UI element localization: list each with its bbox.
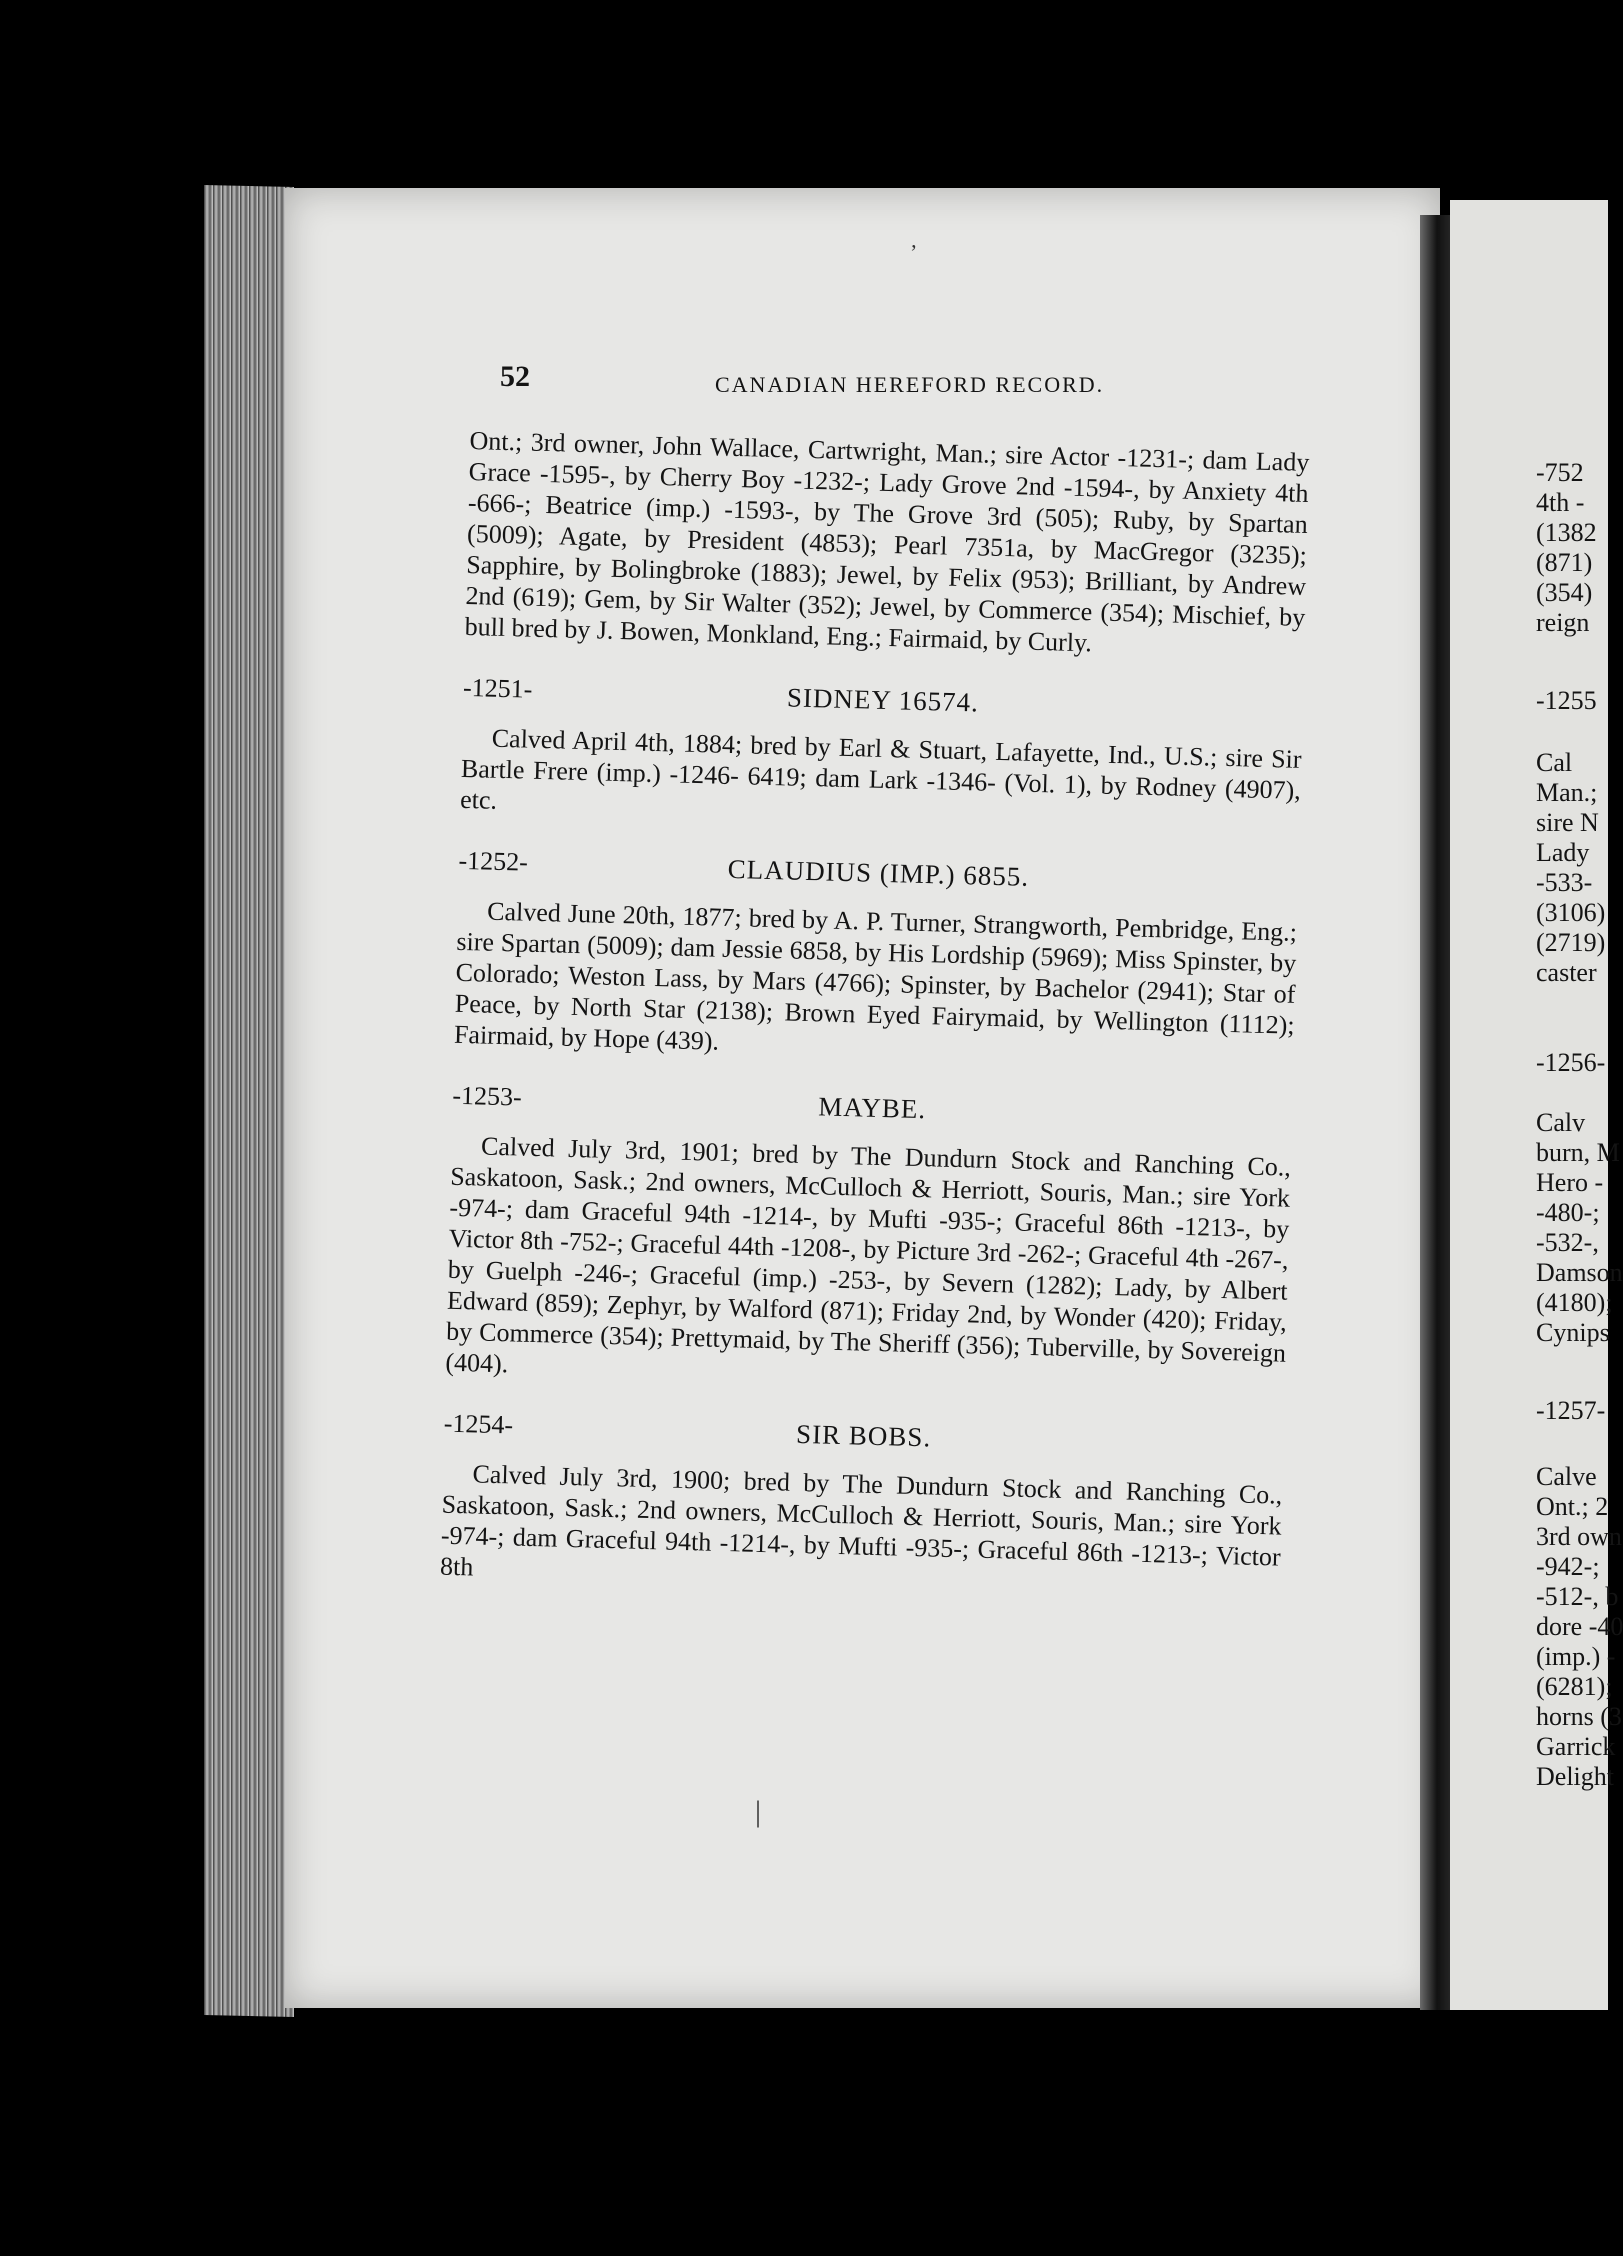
fragment-entry-number: -1255 [1536,686,1597,715]
print-speck: ʼ [910,240,918,265]
fragment-line: reign [1536,608,1590,637]
entry-number: -1252- [458,845,529,877]
fragment-line: Lady [1536,838,1590,867]
entry-text: Calved July 3rd, 1900; bred by The Dundurn Stock and Ranching Co., Saskatoon, Sask.; 2nd owners, McCulloch & Herriott, Souris, Man.; sire York -974-; dam Graceful 94th -1214-, by Mufti -935-; Graceful 86th -1213-; Victor 8th [439,1459,1283,1582]
fragment-entry-number: -1257- [1536,1396,1606,1425]
fragment-line: Damson [1536,1258,1623,1287]
fragment-line: dore -40 [1536,1612,1623,1641]
fragment-line: Calve [1536,1462,1597,1491]
continuation-paragraph: Ont.; 3rd owner, John Wallace, Cartwright, Man.; sire Actor -1231-; dam Lady Grace -1595-, by Cherry Boy -1232-; Lady Grove 2nd -1594-, by Anxiety 4th -666-; Beatrice (imp.) -1593-, by The Grove 3rd (505); Ruby, by Spartan (5009); Agate, by President (4853); Pearl 7351a, by MacGregor (3235); Sapphire, by Bolingbroke (1883); Jewel, by Felix (953); Brilliant, by Andrew 2nd (619); Gem, by Sir Walter (352); Jewel, by Commerce (354); Mischief, by bull bred by J. Bowen, Monkland, Eng.; Fairmaid, by Curly. [464,425,1310,658]
fragment-line: burn, M [1536,1138,1620,1167]
entry-name: SIDNEY 16574. [786,682,980,718]
pedigree-entry [454,845,1299,1072]
fragment-line: (6281); [1536,1672,1613,1701]
fragment-line: caster [1536,958,1597,987]
fragment-line: (1382 [1536,518,1597,547]
entry-name: MAYBE. [818,1091,927,1125]
fragment-line: Cynips [1536,1318,1610,1347]
entry-text: Calved April 4th, 1884; bred by Earl & Stuart, Lafayette, Ind., U.S.; sire Sir Bartle Frere (imp.) -1246- 6419; dam Lark -1346- (Vol. 1), by Rodney (4907), etc. [459,723,1302,815]
page-body [440,425,1310,1604]
fragment-line: -532-, [1536,1228,1599,1257]
fragment-line: Hero - [1536,1168,1604,1197]
fragment-line: 4th - [1536,488,1585,517]
entry-name: CLAUDIUS (IMP.) 6855. [727,853,1030,892]
fragment-entry-number: -1256- [1536,1048,1606,1077]
fragment-line: (imp.) - [1536,1642,1616,1671]
page-number: 52 [500,360,530,393]
fragment-line: (3106) [1536,898,1606,927]
book-page-edges [204,185,294,2017]
fragment-line: Man.; [1536,778,1598,807]
running-head: CANADIAN HEREFORD RECORD. [715,372,1105,397]
fragment-line: Calv [1536,1108,1586,1137]
fragment-line: (4180); [1536,1288,1613,1317]
adjacent-page-text [1450,200,1623,2010]
fragment-line: -942-; [1536,1552,1600,1581]
fragment-line: -512-, b [1536,1582,1619,1611]
fragment-line: (2719) [1536,928,1606,957]
fragment-line: -752 [1536,458,1584,487]
fragment-line: Ont.; 2 [1536,1492,1609,1521]
entry-number: -1253- [452,1080,523,1112]
entry-number: -1254- [443,1408,514,1440]
fragment-line: sire N [1536,808,1599,837]
pedigree-entry [445,1080,1293,1400]
adjacent-page-fragment [1450,200,1623,2010]
entry-name: SIR BOBS. [795,1418,932,1453]
entry-number: -1251- [462,672,533,704]
fragment-line: 3rd own [1536,1522,1622,1551]
pedigree-entry [460,672,1303,837]
fragment-line: (354) [1536,578,1593,607]
book-gutter [1420,215,1454,2010]
fragment-line: -480-; [1536,1198,1600,1227]
fragment-line: Garrick [1536,1732,1616,1761]
print-speck: | [755,1795,762,1828]
fragment-line: Cal [1536,748,1573,777]
fragment-line: horns (3 [1536,1702,1622,1731]
fragment-line: Delight [1536,1762,1614,1791]
fragment-line: -533- [1536,868,1593,897]
entry-text: Calved July 3rd, 1901; bred by The Dundurn Stock and Ranching Co., Saskatoon, Sask.; 2nd owners, McCulloch & Herriott, Souris, Man.; sire York -974-; dam Graceful 94th -1214-, by Mufti -935-; Graceful 86th -1213-, by Victor 8th -752-; Graceful 44th -1208-, by Picture 3rd -262-; Graceful 4th -267-, by Guelph -246-; Graceful (imp.) -253-, by Severn (1282); Lady, by Albert Edward (859); Zephyr, by Walford (871); Friday 2nd, by Wonder (420); Friday, by Commerce (354); Prettymaid, by The Sheriff (356); Tuberville, by Sovereign (404). [445,1131,1292,1379]
entry-text: Calved June 20th, 1877; bred by A. P. Turner, Strangworth, Pembridge, Eng.; sire Spartan (5009); dam Jessie 6858, by His Lordship (5969); Miss Spinster, by Colorado; Weston Lass, by Mars (4766); Spinster, by Bachelor (2941); Star of Peace, by North Star (2138); Brown Eyed Fairymaid, by Wellington (1112); Fairmaid, by Hope (439). [453,896,1298,1056]
pedigree-entry [440,1408,1284,1604]
fragment-line: (871) [1536,548,1593,577]
